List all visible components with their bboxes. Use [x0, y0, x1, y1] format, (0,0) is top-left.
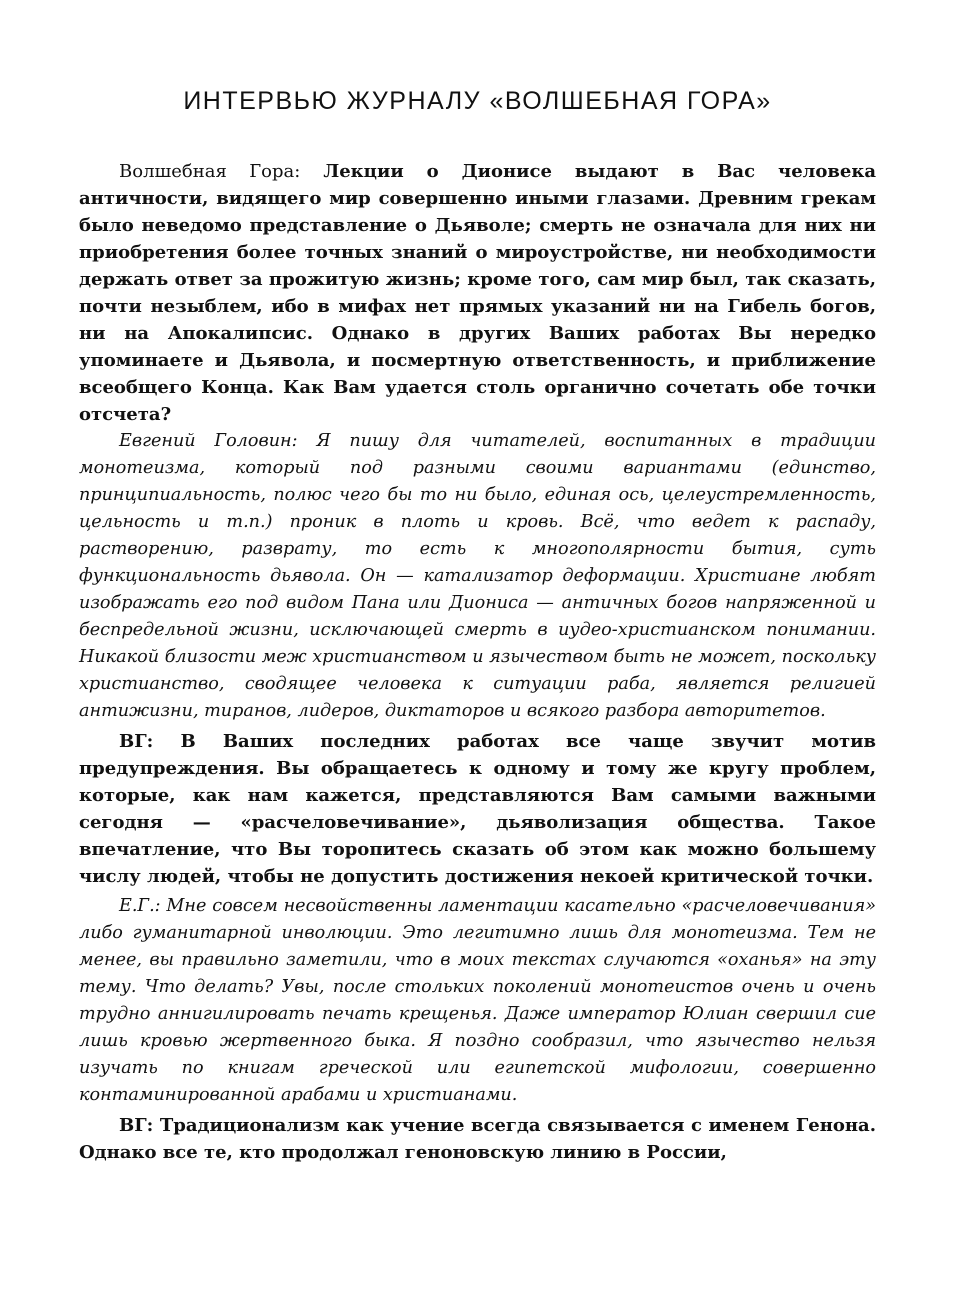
page-title: ИНТЕРВЬЮ ЖУРНАЛУ «ВОЛШЕБНАЯ ГОРА»	[183, 87, 772, 115]
speaker-label: ВГ:	[119, 731, 154, 752]
speaker-label: Волшебная Гора:	[119, 161, 301, 182]
question-text: Традиционализм как учение всегда связывается с именем Генона. Однако все те, кто продолжал геноновскую линию в России,	[79, 1115, 876, 1163]
answer-paragraph	[79, 893, 876, 1109]
answer-text: Я пишу для читателей, воспитанных в традиции монотеизма, который под разными своими вариантами (единство, принципиальность, полюс чего бы то ни было, единая ось, целеустремленность, цельность и т.п.) проник в плоть и кровь. Всё, что ведет к распаду, растворению, разврату, то есть к многополярности бытия, суть функциональность дьявола. Он — катализатор деформации. Христиане любят изображать его под видом Пана или Диониса — античных богов напряженной и беспредельной жизни, исключающей смерть в иудео-христианском понимании. Никакой близости меж христианством и язычеством быть не может, поскольку христианство, сводящее человека к ситуации раба, является религией антижизни, тиранов, лидеров, диктаторов и всякого разбора авторитетов.	[79, 431, 876, 721]
answer-text: Мне совсем несвойственны ламентации касательно «расчеловечивания» либо гуманитарной инволюции. Это легитимно лишь для монотеизма. Тем не менее, вы правильно заметили, что в моих текстах случаются «оханья» на эту тему. Что делать? Увы, после стольких поколений монотеистов очень и очень трудно аннигилировать печать крещенья. Даже император Юлиан свершил сие лишь кровью жертвенного быка. Я поздно сообразил, что язычество нельзя изучать по книгам греческой или египетской мифологии, совершенно контаминированной арабами и христианами.	[79, 896, 877, 1105]
question-paragraph	[79, 158, 876, 428]
speaker-label: ВГ:	[119, 1115, 154, 1136]
speaker-label: Евгений Головин:	[119, 431, 298, 451]
question-paragraph	[79, 1112, 876, 1166]
question-text: В Ваших последних работах все чаще звучит мотив предупреждения. Вы обращаетесь к одному и тому же кругу проблем, которые, как нам кажется, представляются Вам самыми важными сегодня — «расчеловечивание», дьяволизация общества. Такое впечатление, что Вы торопитесь сказать об этом как можно большему числу людей, чтобы не допустить достижения некоей критической точки.	[79, 731, 876, 887]
answer-paragraph	[79, 428, 876, 725]
question-paragraph	[79, 728, 876, 890]
speaker-label: Е.Г.:	[119, 896, 161, 916]
question-text: Лекции о Дионисе выдают в Вас человека античности, видящего мир совершенно иными глазами. Древним грекам было неведомо представление о Дьяволе; смерть не означала для них ни приобретения более точных знаний о мироустройстве, ни необходимости держать ответ за прожитую жизнь; кроме того, сам мир был, так сказать, почти незыблем, ибо в мифах нет прямых указаний ни на Гибель богов, ни на Апокалипсис. Однако в других Ваших работах Вы нередко упоминаете и Дьявола, и посмертную ответственность, и приближение всеобщего Конца. Как Вам удается столь органично сочетать обе точки отсчета?	[79, 161, 876, 425]
